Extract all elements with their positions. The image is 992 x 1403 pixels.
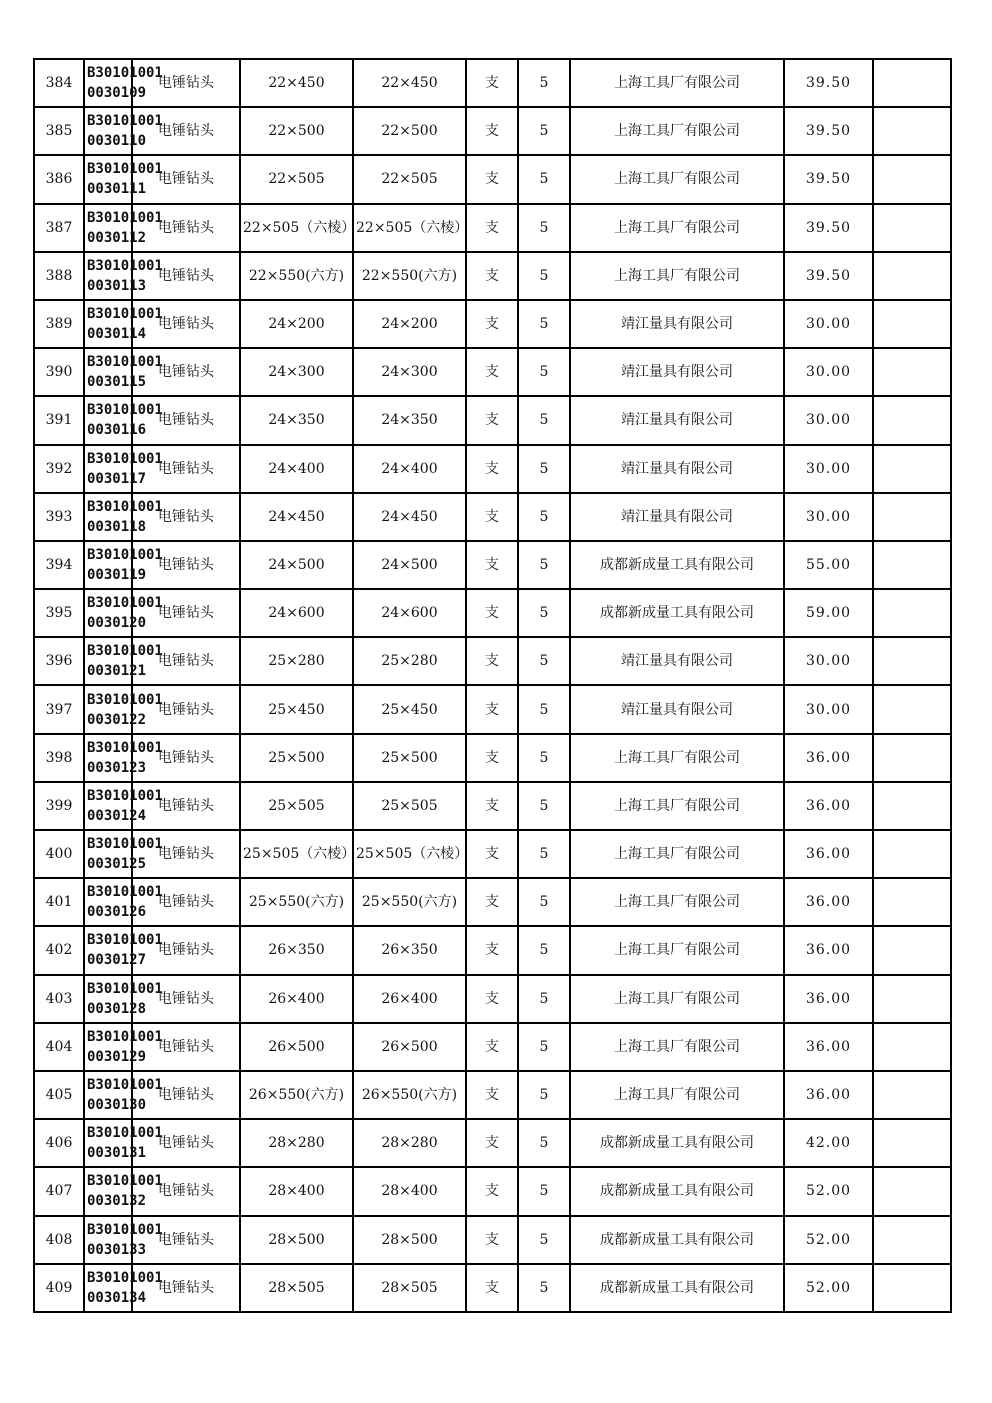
supplier-cell: 成都新成量工具有限公司 bbox=[570, 1216, 784, 1264]
quantity-cell: 5 bbox=[518, 1264, 570, 1312]
row-number-cell: 384 bbox=[34, 59, 84, 107]
model-cell: 24×500 bbox=[353, 541, 466, 589]
row-number-cell: 405 bbox=[34, 1071, 84, 1119]
row-number-cell: 399 bbox=[34, 782, 84, 830]
unit-cell: 支 bbox=[466, 396, 518, 444]
item-name-cell: 电锤钻头 bbox=[132, 445, 240, 493]
unit-cell: 支 bbox=[466, 1023, 518, 1071]
quantity-cell: 5 bbox=[518, 1023, 570, 1071]
note-cell bbox=[873, 878, 951, 926]
row-number-cell: 390 bbox=[34, 348, 84, 396]
supplier-cell: 成都新成量工具有限公司 bbox=[570, 541, 784, 589]
price-cell: 36.00 bbox=[784, 1071, 873, 1119]
quantity-cell: 5 bbox=[518, 734, 570, 782]
note-cell bbox=[873, 1216, 951, 1264]
supplier-cell: 靖江量具有限公司 bbox=[570, 493, 784, 541]
model-cell: 26×350 bbox=[353, 926, 466, 974]
supplier-cell: 上海工具厂有限公司 bbox=[570, 878, 784, 926]
row-number-cell: 387 bbox=[34, 204, 84, 252]
quantity-cell: 5 bbox=[518, 1167, 570, 1215]
unit-cell: 支 bbox=[466, 445, 518, 493]
item-code-cell: B30101001 0030127 bbox=[84, 926, 132, 974]
unit-cell: 支 bbox=[466, 107, 518, 155]
table-row bbox=[34, 782, 951, 830]
price-cell: 42.00 bbox=[784, 1119, 873, 1167]
item-code-cell: B30101001 0030120 bbox=[84, 589, 132, 637]
supplier-cell: 上海工具厂有限公司 bbox=[570, 975, 784, 1023]
table-row bbox=[34, 589, 951, 637]
row-number-cell: 394 bbox=[34, 541, 84, 589]
unit-cell: 支 bbox=[466, 493, 518, 541]
item-name-cell: 电锤钻头 bbox=[132, 300, 240, 348]
model-cell: 25×505 bbox=[353, 782, 466, 830]
unit-cell: 支 bbox=[466, 204, 518, 252]
price-cell: 36.00 bbox=[784, 878, 873, 926]
price-cell: 30.00 bbox=[784, 396, 873, 444]
quantity-cell: 5 bbox=[518, 878, 570, 926]
item-name-cell: 电锤钻头 bbox=[132, 1167, 240, 1215]
row-number-cell: 409 bbox=[34, 1264, 84, 1312]
spec-cell: 24×500 bbox=[240, 541, 353, 589]
table-row bbox=[34, 155, 951, 203]
note-cell bbox=[873, 445, 951, 493]
price-cell: 55.00 bbox=[784, 541, 873, 589]
quantity-cell: 5 bbox=[518, 926, 570, 974]
spec-cell: 25×505 bbox=[240, 782, 353, 830]
quantity-cell: 5 bbox=[518, 300, 570, 348]
unit-cell: 支 bbox=[466, 1167, 518, 1215]
table-row bbox=[34, 830, 951, 878]
table-row bbox=[34, 493, 951, 541]
model-cell: 25×550(六方) bbox=[353, 878, 466, 926]
quantity-cell: 5 bbox=[518, 685, 570, 733]
price-table bbox=[33, 58, 952, 1313]
spec-cell: 25×500 bbox=[240, 734, 353, 782]
note-cell bbox=[873, 975, 951, 1023]
table-row bbox=[34, 1264, 951, 1312]
model-cell: 24×200 bbox=[353, 300, 466, 348]
unit-cell: 支 bbox=[466, 878, 518, 926]
table-row bbox=[34, 926, 951, 974]
spec-cell: 25×450 bbox=[240, 685, 353, 733]
unit-cell: 支 bbox=[466, 348, 518, 396]
table-row bbox=[34, 107, 951, 155]
table-row bbox=[34, 1023, 951, 1071]
model-cell: 25×280 bbox=[353, 637, 466, 685]
item-code-cell: B30101001 0030113 bbox=[84, 252, 132, 300]
table-row bbox=[34, 685, 951, 733]
note-cell bbox=[873, 252, 951, 300]
table-row bbox=[34, 300, 951, 348]
supplier-cell: 靖江量具有限公司 bbox=[570, 685, 784, 733]
note-cell bbox=[873, 637, 951, 685]
supplier-cell: 成都新成量工具有限公司 bbox=[570, 1264, 784, 1312]
spec-cell: 24×600 bbox=[240, 589, 353, 637]
item-name-cell: 电锤钻头 bbox=[132, 1023, 240, 1071]
price-cell: 30.00 bbox=[784, 685, 873, 733]
quantity-cell: 5 bbox=[518, 348, 570, 396]
note-cell bbox=[873, 541, 951, 589]
price-cell: 39.50 bbox=[784, 252, 873, 300]
table-row bbox=[34, 59, 951, 107]
row-number-cell: 391 bbox=[34, 396, 84, 444]
row-number-cell: 396 bbox=[34, 637, 84, 685]
item-code-cell: B30101001 0030117 bbox=[84, 445, 132, 493]
unit-cell: 支 bbox=[466, 734, 518, 782]
row-number-cell: 388 bbox=[34, 252, 84, 300]
item-code-cell: B30101001 0030124 bbox=[84, 782, 132, 830]
row-number-cell: 403 bbox=[34, 975, 84, 1023]
model-cell: 25×450 bbox=[353, 685, 466, 733]
price-cell: 36.00 bbox=[784, 830, 873, 878]
supplier-cell: 上海工具厂有限公司 bbox=[570, 59, 784, 107]
note-cell bbox=[873, 204, 951, 252]
quantity-cell: 5 bbox=[518, 252, 570, 300]
note-cell bbox=[873, 782, 951, 830]
model-cell: 24×600 bbox=[353, 589, 466, 637]
supplier-cell: 靖江量具有限公司 bbox=[570, 396, 784, 444]
spec-cell: 28×280 bbox=[240, 1119, 353, 1167]
quantity-cell: 5 bbox=[518, 1119, 570, 1167]
row-number-cell: 385 bbox=[34, 107, 84, 155]
supplier-cell: 靖江量具有限公司 bbox=[570, 348, 784, 396]
item-code-cell: B30101001 0030118 bbox=[84, 493, 132, 541]
spec-cell: 25×550(六方) bbox=[240, 878, 353, 926]
price-cell: 36.00 bbox=[784, 975, 873, 1023]
spec-cell: 24×200 bbox=[240, 300, 353, 348]
spec-cell: 22×500 bbox=[240, 107, 353, 155]
spec-cell: 28×500 bbox=[240, 1216, 353, 1264]
model-cell: 24×450 bbox=[353, 493, 466, 541]
row-number-cell: 398 bbox=[34, 734, 84, 782]
item-name-cell: 电锤钻头 bbox=[132, 830, 240, 878]
row-number-cell: 408 bbox=[34, 1216, 84, 1264]
quantity-cell: 5 bbox=[518, 445, 570, 493]
price-cell: 36.00 bbox=[784, 1023, 873, 1071]
model-cell: 24×400 bbox=[353, 445, 466, 493]
item-code-cell: B30101001 0030130 bbox=[84, 1071, 132, 1119]
supplier-cell: 上海工具厂有限公司 bbox=[570, 1023, 784, 1071]
item-code-cell: B30101001 0030131 bbox=[84, 1119, 132, 1167]
model-cell: 25×500 bbox=[353, 734, 466, 782]
quantity-cell: 5 bbox=[518, 1071, 570, 1119]
note-cell bbox=[873, 926, 951, 974]
table-row bbox=[34, 396, 951, 444]
table-row bbox=[34, 878, 951, 926]
note-cell bbox=[873, 830, 951, 878]
spec-cell: 24×300 bbox=[240, 348, 353, 396]
spec-cell: 24×400 bbox=[240, 445, 353, 493]
supplier-cell: 上海工具厂有限公司 bbox=[570, 926, 784, 974]
spec-cell: 26×500 bbox=[240, 1023, 353, 1071]
item-code-cell: B30101001 0030111 bbox=[84, 155, 132, 203]
supplier-cell: 成都新成量工具有限公司 bbox=[570, 589, 784, 637]
item-code-cell: B30101001 0030115 bbox=[84, 348, 132, 396]
supplier-cell: 上海工具厂有限公司 bbox=[570, 734, 784, 782]
price-cell: 52.00 bbox=[784, 1167, 873, 1215]
note-cell bbox=[873, 396, 951, 444]
row-number-cell: 386 bbox=[34, 155, 84, 203]
unit-cell: 支 bbox=[466, 541, 518, 589]
price-cell: 30.00 bbox=[784, 493, 873, 541]
item-code-cell: B30101001 0030129 bbox=[84, 1023, 132, 1071]
supplier-cell: 靖江量具有限公司 bbox=[570, 445, 784, 493]
item-name-cell: 电锤钻头 bbox=[132, 637, 240, 685]
model-cell: 22×500 bbox=[353, 107, 466, 155]
table-row bbox=[34, 1119, 951, 1167]
spec-cell: 22×450 bbox=[240, 59, 353, 107]
row-number-cell: 406 bbox=[34, 1119, 84, 1167]
unit-cell: 支 bbox=[466, 637, 518, 685]
spec-cell: 26×350 bbox=[240, 926, 353, 974]
note-cell bbox=[873, 348, 951, 396]
unit-cell: 支 bbox=[466, 59, 518, 107]
item-name-cell: 电锤钻头 bbox=[132, 252, 240, 300]
row-number-cell: 397 bbox=[34, 685, 84, 733]
model-cell: 22×505（六棱） bbox=[353, 204, 466, 252]
unit-cell: 支 bbox=[466, 252, 518, 300]
model-cell: 28×505 bbox=[353, 1264, 466, 1312]
spec-cell: 25×505（六棱） bbox=[240, 830, 353, 878]
row-number-cell: 392 bbox=[34, 445, 84, 493]
item-name-cell: 电锤钻头 bbox=[132, 1264, 240, 1312]
model-cell: 22×505 bbox=[353, 155, 466, 203]
note-cell bbox=[873, 493, 951, 541]
table-row bbox=[34, 975, 951, 1023]
price-cell: 39.50 bbox=[784, 204, 873, 252]
table-row bbox=[34, 1167, 951, 1215]
row-number-cell: 389 bbox=[34, 300, 84, 348]
model-cell: 28×400 bbox=[353, 1167, 466, 1215]
supplier-cell: 上海工具厂有限公司 bbox=[570, 1071, 784, 1119]
item-name-cell: 电锤钻头 bbox=[132, 975, 240, 1023]
price-cell: 52.00 bbox=[784, 1264, 873, 1312]
item-name-cell: 电锤钻头 bbox=[132, 155, 240, 203]
unit-cell: 支 bbox=[466, 685, 518, 733]
model-cell: 28×280 bbox=[353, 1119, 466, 1167]
spec-cell: 22×505（六棱） bbox=[240, 204, 353, 252]
quantity-cell: 5 bbox=[518, 830, 570, 878]
price-cell: 30.00 bbox=[784, 637, 873, 685]
note-cell bbox=[873, 1264, 951, 1312]
supplier-cell: 上海工具厂有限公司 bbox=[570, 204, 784, 252]
spec-cell: 24×350 bbox=[240, 396, 353, 444]
note-cell bbox=[873, 1071, 951, 1119]
quantity-cell: 5 bbox=[518, 1216, 570, 1264]
item-name-cell: 电锤钻头 bbox=[132, 1071, 240, 1119]
spec-cell: 25×280 bbox=[240, 637, 353, 685]
note-cell bbox=[873, 734, 951, 782]
spec-cell: 24×450 bbox=[240, 493, 353, 541]
note-cell bbox=[873, 685, 951, 733]
unit-cell: 支 bbox=[466, 1216, 518, 1264]
quantity-cell: 5 bbox=[518, 155, 570, 203]
spec-cell: 28×505 bbox=[240, 1264, 353, 1312]
item-name-cell: 电锤钻头 bbox=[132, 734, 240, 782]
quantity-cell: 5 bbox=[518, 541, 570, 589]
item-name-cell: 电锤钻头 bbox=[132, 878, 240, 926]
item-name-cell: 电锤钻头 bbox=[132, 685, 240, 733]
table-row bbox=[34, 637, 951, 685]
model-cell: 26×500 bbox=[353, 1023, 466, 1071]
row-number-cell: 402 bbox=[34, 926, 84, 974]
price-cell: 30.00 bbox=[784, 445, 873, 493]
price-cell: 39.50 bbox=[784, 155, 873, 203]
item-code-cell: B30101001 0030128 bbox=[84, 975, 132, 1023]
unit-cell: 支 bbox=[466, 1264, 518, 1312]
item-name-cell: 电锤钻头 bbox=[132, 589, 240, 637]
supplier-cell: 上海工具厂有限公司 bbox=[570, 155, 784, 203]
table-row bbox=[34, 445, 951, 493]
unit-cell: 支 bbox=[466, 1071, 518, 1119]
supplier-cell: 上海工具厂有限公司 bbox=[570, 107, 784, 155]
model-cell: 26×550(六方) bbox=[353, 1071, 466, 1119]
item-code-cell: B30101001 0030121 bbox=[84, 637, 132, 685]
spec-cell: 26×550(六方) bbox=[240, 1071, 353, 1119]
table-row bbox=[34, 348, 951, 396]
item-name-cell: 电锤钻头 bbox=[132, 348, 240, 396]
model-cell: 28×500 bbox=[353, 1216, 466, 1264]
quantity-cell: 5 bbox=[518, 493, 570, 541]
note-cell bbox=[873, 59, 951, 107]
row-number-cell: 401 bbox=[34, 878, 84, 926]
table-row bbox=[34, 252, 951, 300]
supplier-cell: 上海工具厂有限公司 bbox=[570, 782, 784, 830]
item-code-cell: B30101001 0030123 bbox=[84, 734, 132, 782]
item-name-cell: 电锤钻头 bbox=[132, 493, 240, 541]
price-cell: 30.00 bbox=[784, 300, 873, 348]
item-name-cell: 电锤钻头 bbox=[132, 1119, 240, 1167]
note-cell bbox=[873, 107, 951, 155]
price-cell: 36.00 bbox=[784, 734, 873, 782]
note-cell bbox=[873, 155, 951, 203]
row-number-cell: 407 bbox=[34, 1167, 84, 1215]
model-cell: 25×505（六棱） bbox=[353, 830, 466, 878]
supplier-cell: 靖江量具有限公司 bbox=[570, 637, 784, 685]
item-code-cell: B30101001 0030133 bbox=[84, 1216, 132, 1264]
row-number-cell: 400 bbox=[34, 830, 84, 878]
quantity-cell: 5 bbox=[518, 782, 570, 830]
unit-cell: 支 bbox=[466, 155, 518, 203]
row-number-cell: 393 bbox=[34, 493, 84, 541]
quantity-cell: 5 bbox=[518, 589, 570, 637]
note-cell bbox=[873, 1023, 951, 1071]
price-cell: 36.00 bbox=[784, 782, 873, 830]
supplier-cell: 上海工具厂有限公司 bbox=[570, 830, 784, 878]
item-code-cell: B30101001 0030134 bbox=[84, 1264, 132, 1312]
spec-cell: 22×550(六方) bbox=[240, 252, 353, 300]
quantity-cell: 5 bbox=[518, 59, 570, 107]
unit-cell: 支 bbox=[466, 782, 518, 830]
item-name-cell: 电锤钻头 bbox=[132, 107, 240, 155]
note-cell bbox=[873, 1167, 951, 1215]
price-cell: 59.00 bbox=[784, 589, 873, 637]
item-code-cell: B30101001 0030119 bbox=[84, 541, 132, 589]
table-row bbox=[34, 734, 951, 782]
spec-cell: 26×400 bbox=[240, 975, 353, 1023]
item-code-cell: B30101001 0030112 bbox=[84, 204, 132, 252]
unit-cell: 支 bbox=[466, 926, 518, 974]
unit-cell: 支 bbox=[466, 1119, 518, 1167]
quantity-cell: 5 bbox=[518, 637, 570, 685]
price-cell: 36.00 bbox=[784, 926, 873, 974]
row-number-cell: 404 bbox=[34, 1023, 84, 1071]
model-cell: 22×550(六方) bbox=[353, 252, 466, 300]
price-cell: 30.00 bbox=[784, 348, 873, 396]
item-name-cell: 电锤钻头 bbox=[132, 1216, 240, 1264]
item-code-cell: B30101001 0030132 bbox=[84, 1167, 132, 1215]
item-code-cell: B30101001 0030122 bbox=[84, 685, 132, 733]
item-code-cell: B30101001 0030116 bbox=[84, 396, 132, 444]
unit-cell: 支 bbox=[466, 300, 518, 348]
unit-cell: 支 bbox=[466, 975, 518, 1023]
model-cell: 22×450 bbox=[353, 59, 466, 107]
quantity-cell: 5 bbox=[518, 396, 570, 444]
item-name-cell: 电锤钻头 bbox=[132, 59, 240, 107]
item-name-cell: 电锤钻头 bbox=[132, 396, 240, 444]
quantity-cell: 5 bbox=[518, 107, 570, 155]
quantity-cell: 5 bbox=[518, 204, 570, 252]
table-row bbox=[34, 1216, 951, 1264]
note-cell bbox=[873, 1119, 951, 1167]
row-number-cell: 395 bbox=[34, 589, 84, 637]
unit-cell: 支 bbox=[466, 830, 518, 878]
price-cell: 39.50 bbox=[784, 107, 873, 155]
price-cell: 52.00 bbox=[784, 1216, 873, 1264]
unit-cell: 支 bbox=[466, 589, 518, 637]
spec-cell: 28×400 bbox=[240, 1167, 353, 1215]
item-code-cell: B30101001 0030114 bbox=[84, 300, 132, 348]
item-code-cell: B30101001 0030126 bbox=[84, 878, 132, 926]
model-cell: 24×300 bbox=[353, 348, 466, 396]
item-code-cell: B30101001 0030110 bbox=[84, 107, 132, 155]
note-cell bbox=[873, 589, 951, 637]
item-code-cell: B30101001 0030125 bbox=[84, 830, 132, 878]
item-name-cell: 电锤钻头 bbox=[132, 541, 240, 589]
table-row bbox=[34, 541, 951, 589]
supplier-cell: 成都新成量工具有限公司 bbox=[570, 1167, 784, 1215]
table-row bbox=[34, 204, 951, 252]
item-name-cell: 电锤钻头 bbox=[132, 204, 240, 252]
model-cell: 24×350 bbox=[353, 396, 466, 444]
spec-cell: 22×505 bbox=[240, 155, 353, 203]
supplier-cell: 成都新成量工具有限公司 bbox=[570, 1119, 784, 1167]
note-cell bbox=[873, 300, 951, 348]
item-code-cell: B30101001 0030109 bbox=[84, 59, 132, 107]
supplier-cell: 靖江量具有限公司 bbox=[570, 300, 784, 348]
table-body bbox=[34, 59, 951, 1312]
item-name-cell: 电锤钻头 bbox=[132, 926, 240, 974]
quantity-cell: 5 bbox=[518, 975, 570, 1023]
table-row bbox=[34, 1071, 951, 1119]
model-cell: 26×400 bbox=[353, 975, 466, 1023]
price-cell: 39.50 bbox=[784, 59, 873, 107]
item-name-cell: 电锤钻头 bbox=[132, 782, 240, 830]
supplier-cell: 上海工具厂有限公司 bbox=[570, 252, 784, 300]
